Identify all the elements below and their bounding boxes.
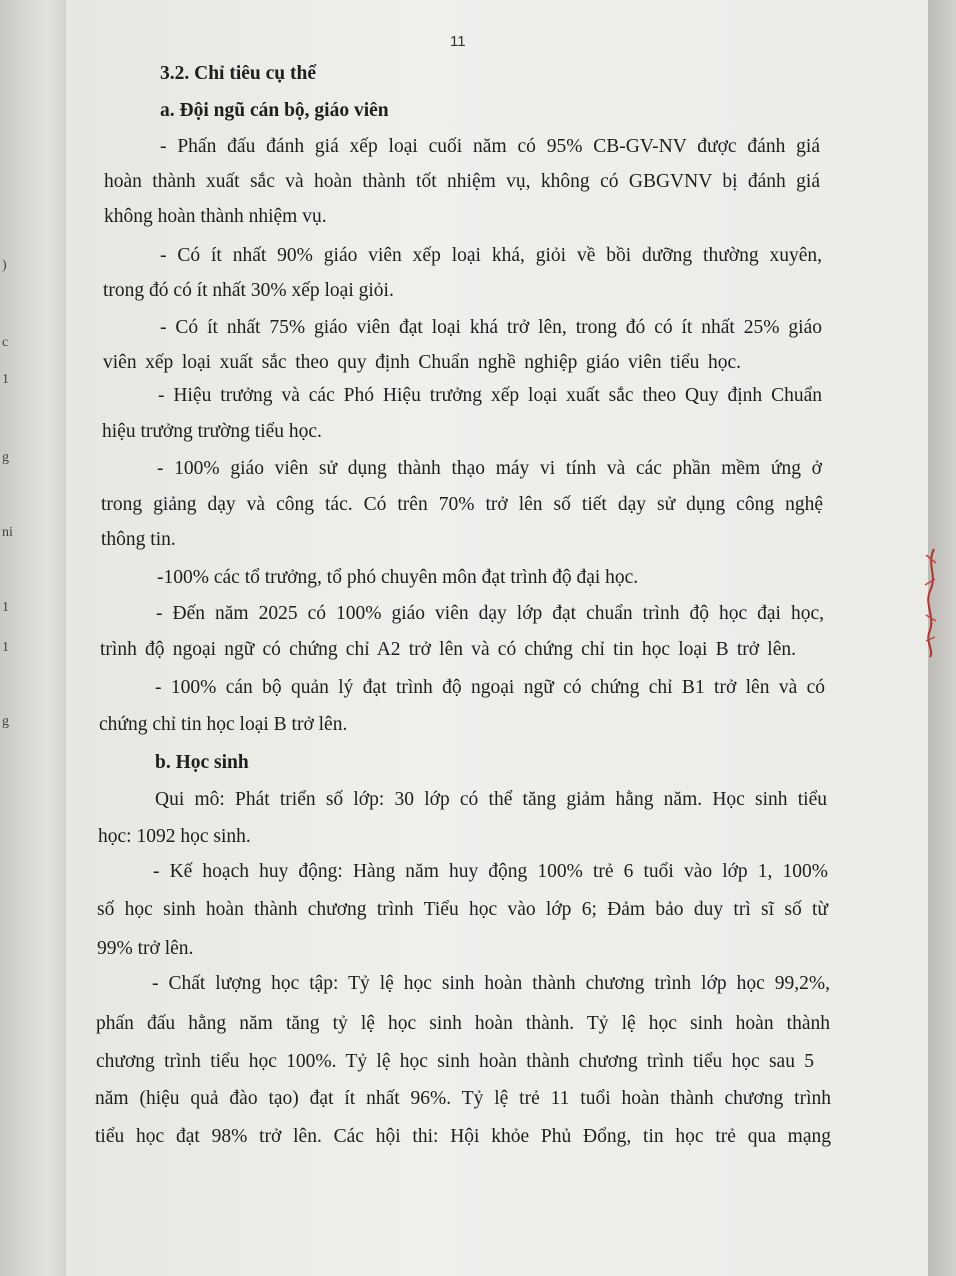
text-line: không hoàn thành nhiệm vụ. — [104, 206, 327, 227]
section-title: 3.2. Chỉ tiêu cụ thể — [160, 63, 316, 84]
text-line: - Hiệu trưởng và các Phó Hiệu trưởng xếp loại xuất sắc theo Quy định Chuẩn — [158, 385, 822, 406]
margin-mark: 1 — [2, 372, 9, 387]
margin-mark: g — [2, 714, 9, 729]
text-line: số học sinh hoàn thành chương trình Tiểu học vào lớp 6; Đảm bảo duy trì sĩ số từ — [97, 899, 828, 920]
margin-mark: ni — [2, 525, 13, 540]
margin-mark: 1 — [2, 640, 9, 655]
margin-mark: ) — [2, 258, 7, 273]
text-line: - Kế hoạch huy động: Hàng năm huy động 100% trẻ 6 tuổi vào lớp 1, 100% — [153, 861, 828, 882]
text-line: năm (hiệu quả đào tạo) đạt ít nhất 96%. Tỷ lệ trẻ 11 tuổi hoàn thành chương trình — [95, 1088, 831, 1109]
text-line: - Chất lượng học tập: Tỷ lệ học sinh hoàn thành chương trình lớp học 99,2%, — [152, 973, 830, 994]
left-adjacent-page — [0, 0, 66, 1276]
text-line: -100% các tổ trưởng, tổ phó chuyên môn đạt trình độ đại học. — [157, 567, 639, 588]
text-line: - 100% giáo viên sử dụng thành thạo máy vi tính và các phần mềm ứng ở — [157, 458, 822, 479]
text-line: Qui mô: Phát triển số lớp: 30 lớp có thể tăng giảm hằng năm. Học sinh tiểu — [155, 789, 827, 810]
subsection-a-title: a. Đội ngũ cán bộ, giáo viên — [160, 100, 389, 121]
text-line: trong giảng dạy và công tác. Có trên 70% trở lên số tiết dạy sử dụng công nghệ — [101, 494, 823, 515]
text-line: - 100% cán bộ quản lý đạt trình độ ngoại ngữ có chứng chỉ B1 trở lên và có — [155, 677, 825, 698]
text-line: phấn đấu hằng năm tăng tỷ lệ học sinh hoàn thành. Tỷ lệ học sinh hoàn thành — [96, 1013, 830, 1034]
subsection-b-title: b. Học sinh — [155, 752, 249, 773]
text-line: trong đó có ít nhất 30% xếp loại giỏi. — [103, 280, 394, 301]
margin-mark: g — [2, 450, 9, 465]
text-line: - Có ít nhất 90% giáo viên xếp loại khá, giỏi về bồi dưỡng thường xuyên, — [160, 245, 822, 266]
margin-mark: c — [2, 335, 9, 350]
text-line: chương trình tiểu học 100%. Tỷ lệ học sinh hoàn thành chương trình tiểu học sau 5 — [96, 1051, 814, 1072]
text-line: trình độ ngoại ngữ có chứng chỉ A2 trở lên và có chứng chỉ tin học loại B trở lên. — [100, 639, 796, 660]
text-line: 99% trở lên. — [97, 938, 194, 959]
text-line: - Đến năm 2025 có 100% giáo viên dạy lớp đạt chuẩn trình độ học đại học, — [156, 603, 824, 624]
text-line: thông tin. — [101, 529, 176, 550]
text-line: chứng chỉ tin học loại B trở lên. — [99, 714, 348, 735]
text-line: tiểu học đạt 98% trở lên. Các hội thi: Hội khỏe Phủ Đổng, tin học trẻ qua mạng — [95, 1126, 831, 1147]
text-line: - Phấn đấu đánh giá xếp loại cuối năm có 95% CB-GV-NV được đánh giá — [160, 136, 820, 157]
text-line: học: 1092 học sinh. — [98, 826, 251, 847]
margin-mark: 1 — [2, 600, 9, 615]
red-stamp-edge-icon — [920, 545, 942, 660]
page-number: 11 — [450, 33, 466, 50]
text-line: viên xếp loại xuất sắc theo quy định Chuẩn nghề nghiệp giáo viên tiểu học. — [103, 352, 741, 373]
text-line: hoàn thành xuất sắc và hoàn thành tốt nhiệm vụ, không có GBGVNV bị đánh giá — [104, 171, 820, 192]
text-line: - Có ít nhất 75% giáo viên đạt loại khá trở lên, trong đó có ít nhất 25% giáo — [160, 317, 822, 338]
text-line: hiệu trưởng trường tiểu học. — [102, 421, 322, 442]
